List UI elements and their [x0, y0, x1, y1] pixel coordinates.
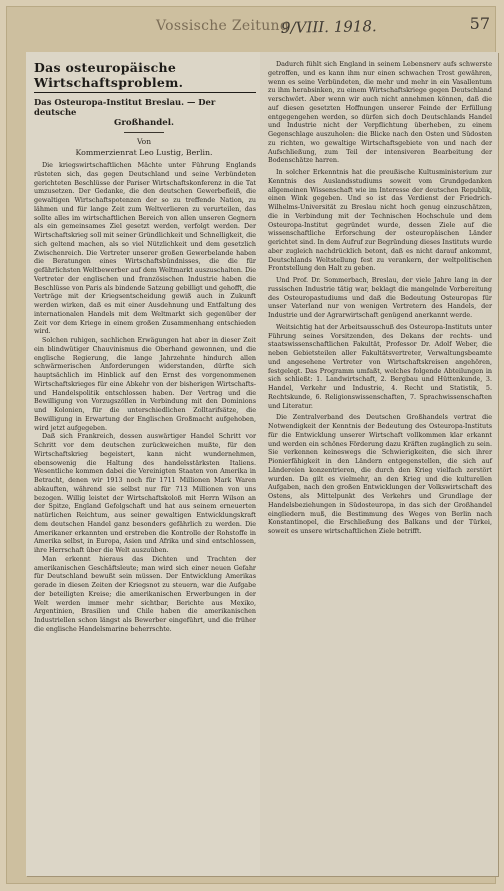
- page-number: 57: [469, 14, 490, 33]
- paragraph: Und Prof. Dr. Sommerbach, Breslau, der viele Jahre lang in der russischen Industrie tätig war, beklagt die mangelnde Vorbereitung des Osteuropastudiums und daß die Bedeutung Osteuropas für unser Vaterland nur von wenigen Vertretern des Handels, der Industrie und der Agrarwirtschaft genügend anerkannt werde.: [268, 276, 492, 319]
- article-title: Das osteuropäische Wirtschaftsproblem.: [34, 60, 256, 93]
- left-body: [34, 161, 256, 634]
- divider: [124, 132, 164, 133]
- article-subtitle: Das Osteuropa-Institut Breslau. — Der deutsche: [34, 97, 216, 117]
- clipping-left-column: [26, 52, 262, 876]
- paragraph: Solchen ruhigen, sachlichen Erwägungen hat aber in dieser Zeit ein blindwütiger Chauvinismus die Oberhand gewonnen, und die englische Regierung, die lange Jahrzehnte hindurch allen schwärmerischen Anforderungen widerstanden, dürfte sich hauptsächlich im Hinblick auf den Ernst des vorgenommenen Wirtschaftskrieges für eine Abkehr von der bisherigen Wirtschafts- und Handelspolitik entschlossen haben. Der Vertrag und die Bewilligung von Vorzugszöllen in Verbindung mit den Dominions und Kolonien, für die unterschiedlichen Zolltarifsätze, die Bewilligung in Erwartung der Englischen Großmacht aufgehoben, wird jetzt aufgegeben.: [34, 336, 256, 432]
- scrapbook-page: [6, 6, 496, 884]
- author-byline: Kommerzienrat Leo Lustig, Berlin.: [75, 148, 213, 157]
- paragraph: Die Zentralverband des Deutschen Großhandels vertrat die Notwendigkeit der Kenntnis der Bedeutung des Osteuropa-Instituts für die Entwicklung unserer Wirtschaft vollkommen klar erkannt und werden ein schönes Förderung dazu Kräften zugänglich zu sein. Sie verkennen keineswegs die Schwierigkeiten, die sich ihrer Pionierfähigkeit in den Ländern entgegenstellen, die sich auf Ländereien konzentrieren, die durch den Krieg vielfach zerstört wurden. Da gilt es vielmehr, an den Krieg und die kulturellen Aufgaben, nach den großen Entwicklungen der Volkswirtschaft des Ostens, als Mittelpunkt des Verkehrs und Grundlage der Handelsbeziehungen in Südosteuropa, in das sich der Großhandel eingliedern muß, die Bestimmung des Weges von Berlin nach Konstantinopel, die Erschließung des Balkans und der Türkei, soweit es unsere wirtschaftlichen Ziele betrifft.: [268, 413, 492, 535]
- paragraph: Weitsichtig hat der Arbeitsausschuß des Osteuropa-Instituts unter Führung seines Vorsitzenden, des Dekans der rechts- und staatswissenschaftlichen Fakultät, Professor Dr. Adolf Weber, die neben Gebietsteilen aller Fakultätsvertreter, Verwaltungsbeamte und angesehene Vertreter von Wirtschaftskreisen angehören, festgelegt. Das Programm umfaßt, welches folgende Abteilungen in sich schließt: 1. Landwirtschaft, 2. Bergbau und Hüttenkunde, 3. Handel, Verkehr und Industrie, 4. Recht und Statistik, 5. Rechtskunde, 6. Religionswissenschaften, 7. Sprachwissenschaften und Literatur.: [268, 322, 492, 410]
- clipping-right-column: [260, 52, 498, 876]
- paragraph: Man erkennt hieraus das Dichten und Trachten der amerikanischen Geschäftsleute; man wird sich einer neuen Gefahr für Deutschland bewußt sein müssen. Der Entwicklung Amerikas gerade in diesen Zeiten der Kriegsnot zu steuern, war die Aufgabe der beteiligten Kreise; die amerikanischen Erwerbungen in der Welt werden immer mehr sichtbar, Berichte aus Mexiko, Argentinien, Brasilien und Chile haben die amerikanischen Industriellen schon längst als Bewerber eingeführt, und die früher die englische Handelsmarine beherrschte.: [34, 554, 256, 633]
- paragraph: Dadurch fühlt sich England in seinem Lebensnerv aufs schwerste getroffen, und es kann ihm nur einen schwachen Trost gewähren, wenn es seine Verbündeten, die mehr und mehr in ein Vasallentum zu ihm herabsinken, zu einem Wirtschaftskriege gegen Deutschland verschwört. Aber wenn wir auch nicht annehmen können, daß die auf diesen gesetzten Hoffnungen unserer Feinde der Erfüllung entgegengehen werden, so dürfen sich doch Deutschlands Handel und Industrie nicht der Verpflichtung überheben, zu einem Gegenschlage auszuholen: die Blicke nach den Osten und Südosten zu richten, wo gewaltige Wirtschaftsgebiete von und nach der Aufschließung, zum Teil der intensiveren Bearbeitung der Bodenschätze harren.: [268, 60, 492, 165]
- newspaper-name: Vossische Zeitung: [156, 18, 290, 34]
- handwritten-date: 9/VIII. 1918.: [280, 17, 377, 37]
- paragraph: In solcher Erkenntnis hat die preußische Kultusministerium zur Kenntnis des Auslandsstudiums soweit vom Grundgedanken allgemeinen Wissenschaft wie im Interesse der deutschen Republik, einen Wink gegeben. Und so ist das Verdienst der Friedrich-Wilhelms-Universität zu Breslau nicht hoch genug einzuschätzen, die in Verbindung mit der Technischen Hochschule und dem Osteuropa-Institut gegründet wurde, dessen Ziele auf die wissenschaftliche Erforschung der osteuropäischen Länder gerichtet sind. In dem Aufruf zur Begründung dieses Instituts wurde aber zugleich nachdrücklich betont, daß es nicht darauf ankommt, Deutschlands Weltstellung fest zu verankern, der weltpolitischen Frontstellung den Halt zu geben.: [268, 168, 492, 273]
- right-body: [268, 60, 492, 536]
- paragraph: Die kriegswirtschaftlichen Mächte unter Führung Englands rüsteten sich, das gegen Deutschland und seine Verbündeten gerichteten Beschlüsse der Pariser Wirtschaftskonferenz in die Tat umzusetzen. Der Gedanke, die den deutschen Gewerbefleiß, die gewaltigen Wirtschaftspotenzen der so zu treffende Nation, zu lähmen und für lange Zeit zum Weltverlieren zu verurteilen, das sollte alles im wirtschaftlichen Bereich von allen unseren Gegnern als ein gemeinsames Ziel gesetzt werden, verfolgt werden. Der Wirtschaftskrieg soll mit seiner Gründlichkeit und Schnelligkeit, die sich geltend machen, als so viel Nützlichkeit und dem gesetzlich Zwischenreich. Die Vertreter unserer großen Gewerbelande haben die Beratungen eines Wirtschaftsbündnisses, die die für gefährlichsten Weltbewerber auf dem Weltmarkt auszuschalten. Die Vertreter der englischen und französischen Industrie haben die Beschlüsse von Paris als bindende Satzung gebilligt und gehofft, die Verträge mit der Kriegsentscheidung gewiß auch in Zukunft werden wirken, daß es mit einer Ausdehnung und Entfaltung des internationalen Handels mit dem Weltmarkt sich gegenüber der Zeit vor dem Kriege in einem großen Zusammenhang entschieden wird.: [34, 161, 256, 336]
- paragraph: Daß sich Frankreich, dessen auswärtiger Handel Schritt vor Schritt vor dem deutschen zurückweichen mußte, für den Wirtschaftskrieg begeistert, kann nicht wundernehmen, ebensowenig die Haltung des handelsstärksten Italiens. Wesentliche kommen dabei die Vereinigten Staaten von Amerika in Betracht, denen wir 1913 noch für 1711 Millionen Mark Waren abkauften, während sie selbst nur für 713 Millionen von uns bezogen. Willig leistet der Wirtschaftskoloß mit Herrn Wilson an der Spitze, England Gefolgschaft und hat aus seinem erneuerten natürlichen Reichtum, aus seiner gewaltigen Entwicklungskraft dem deutschen Handel ganz besonders gefährlich zu werden. Die Amerikaner erkannten und erstreben die Kontrolle der Rohstoffe in Amerika selbst, in Europa, Asien und Afrika und sind entschlossen, ihre Herrschaft über die Welt auszuüben.: [34, 432, 256, 554]
- byline-prefix: Von: [136, 137, 152, 146]
- article-subtitle-cont: Großhandel.: [114, 118, 174, 128]
